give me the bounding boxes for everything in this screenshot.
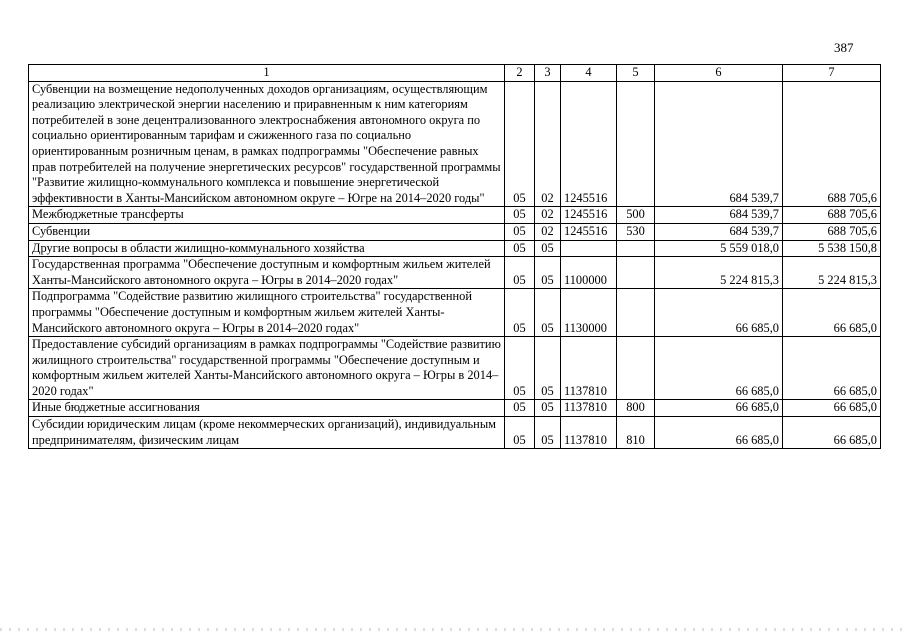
expense-type-code: 800 — [617, 400, 655, 417]
target-item-code: 1100000 — [561, 257, 617, 289]
expense-type-code: 810 — [617, 417, 655, 449]
section-code: 05 — [505, 337, 535, 400]
subsection-code: 05 — [535, 289, 561, 337]
section-code: 05 — [505, 400, 535, 417]
page-number: 387 — [834, 40, 854, 55]
expense-type-code: 530 — [617, 223, 655, 240]
amount-col-6: 684 539,7 — [655, 223, 783, 240]
subsection-code: 02 — [535, 81, 561, 207]
subsection-code: 05 — [535, 337, 561, 400]
amount-col-6: 684 539,7 — [655, 207, 783, 224]
table-row — [29, 223, 881, 240]
subsection-code: 02 — [535, 223, 561, 240]
section-code: 05 — [505, 257, 535, 289]
row-description: Субсидии юридическим лицам (кроме некоммерческих организаций), индивидуальным предпринимателям, физическим лицам — [29, 417, 505, 449]
row-description: Иные бюджетные ассигнования — [29, 400, 505, 417]
target-item-code: 1130000 — [561, 289, 617, 337]
row-description: Другие вопросы в области жилищно-коммунального хозяйства — [29, 240, 505, 257]
row-description: Межбюджетные трансферты — [29, 207, 505, 224]
table-row — [29, 240, 881, 257]
amount-col-7: 5 224 815,3 — [783, 257, 881, 289]
amount-col-6: 66 685,0 — [655, 400, 783, 417]
row-description: Подпрограмма "Содействие развитию жилищного строительства" государственной программы "Обеспечение доступным и комфортным жильем жителей Ханты-Мансийского автономного округа – Югры в 2014–2020 годах" — [29, 289, 505, 337]
amount-col-6: 5 559 018,0 — [655, 240, 783, 257]
section-code: 05 — [505, 223, 535, 240]
expense-type-code — [617, 337, 655, 400]
section-code: 05 — [505, 240, 535, 257]
amount-col-7: 66 685,0 — [783, 289, 881, 337]
row-description: Субвенции — [29, 223, 505, 240]
amount-col-6: 66 685,0 — [655, 289, 783, 337]
amount-col-7: 66 685,0 — [783, 337, 881, 400]
column-header: 3 — [535, 65, 561, 82]
amount-col-7: 5 538 150,8 — [783, 240, 881, 257]
row-description: Государственная программа "Обеспечение доступным и комфортным жильем жителей Ханты-Мансийского автономного округа – Югры в 2014–2020 годах" — [29, 257, 505, 289]
column-header: 4 — [561, 65, 617, 82]
column-header: 1 — [29, 65, 505, 82]
target-item-code: 1137810 — [561, 400, 617, 417]
subsection-code: 05 — [535, 257, 561, 289]
table-header-row — [29, 65, 881, 82]
expense-type-code — [617, 257, 655, 289]
table-row — [29, 207, 881, 224]
subsection-code: 05 — [535, 240, 561, 257]
expense-type-code — [617, 81, 655, 207]
column-header: 2 — [505, 65, 535, 82]
amount-col-6: 684 539,7 — [655, 81, 783, 207]
column-header: 7 — [783, 65, 881, 82]
table-row — [29, 400, 881, 417]
amount-col-6: 66 685,0 — [655, 417, 783, 449]
subsection-code: 05 — [535, 417, 561, 449]
expense-type-code — [617, 289, 655, 337]
amount-col-7: 688 705,6 — [783, 223, 881, 240]
row-description: Субвенции на возмещение недополученных доходов организациям, осуществляющим реализацию электрической энергии населению и приравненным к ним категориям потребителей в зоне децентрализованного электроснабжения автономного округа по социально ориентированным тарифам и сжиженного газа по социально ориентированным розничным ценам, в рамках подпрограммы "Обеспечение равных прав потребителей на получение энергетических ресурсов" государственной программы "Развитие жилищно-коммунального комплекса и повышение энергетической эффективности в Ханты-Мансийском автономном округе – Югре на 2014–2020 годы" — [29, 81, 505, 207]
section-code: 05 — [505, 81, 535, 207]
table-row — [29, 81, 881, 207]
budget-table — [28, 64, 881, 449]
row-description: Предоставление субсидий организациям в рамках подпрограммы "Содействие развитию жилищного строительства" государственной программы "Обеспечение доступным и комфортным жильем жителей Ханты-Мансийского автономного округа – Югры в 2014–2020 годах" — [29, 337, 505, 400]
table-row — [29, 257, 881, 289]
table-row — [29, 417, 881, 449]
amount-col-6: 5 224 815,3 — [655, 257, 783, 289]
section-code: 05 — [505, 417, 535, 449]
column-header: 6 — [655, 65, 783, 82]
target-item-code — [561, 240, 617, 257]
subsection-code: 02 — [535, 207, 561, 224]
amount-col-7: 688 705,6 — [783, 207, 881, 224]
target-item-code: 1245516 — [561, 223, 617, 240]
table-row — [29, 289, 881, 337]
target-item-code: 1245516 — [561, 207, 617, 224]
expense-type-code: 500 — [617, 207, 655, 224]
amount-col-7: 66 685,0 — [783, 417, 881, 449]
amount-col-7: 66 685,0 — [783, 400, 881, 417]
amount-col-7: 688 705,6 — [783, 81, 881, 207]
scan-artifact-line — [0, 628, 905, 631]
subsection-code: 05 — [535, 400, 561, 417]
target-item-code: 1137810 — [561, 337, 617, 400]
section-code: 05 — [505, 207, 535, 224]
column-header: 5 — [617, 65, 655, 82]
section-code: 05 — [505, 289, 535, 337]
target-item-code: 1245516 — [561, 81, 617, 207]
target-item-code: 1137810 — [561, 417, 617, 449]
table-row — [29, 337, 881, 400]
expense-type-code — [617, 240, 655, 257]
amount-col-6: 66 685,0 — [655, 337, 783, 400]
